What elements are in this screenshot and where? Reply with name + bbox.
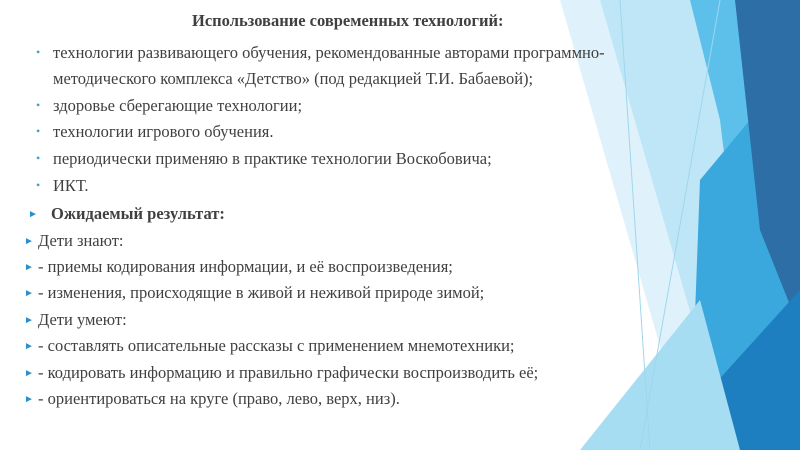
tech-bullet-1: технологии развивающего обучения, рекомендованные авторами программно- — [53, 43, 605, 62]
dot-bullet-icon: • — [36, 98, 41, 112]
slide-title: Использование современных технологий: — [192, 11, 504, 30]
tech-bullet-1-cont: методического комплекса «Детство» (под редакцией Т.И. Бабаевой); — [53, 69, 534, 88]
result-line-6: - кодировать информацию и правильно графически воспроизводить её; — [38, 363, 539, 382]
dot-bullet-icon: • — [36, 151, 41, 165]
expected-result-heading: Ожидаемый результат: — [51, 204, 225, 223]
tech-bullet-3: технологии игрового обучения. — [53, 122, 274, 141]
arrow-bullet-icon: ► — [24, 341, 34, 352]
result-line-4: Дети умеют: — [38, 310, 127, 329]
arrow-bullet-icon: ► — [24, 288, 34, 299]
dot-bullet-icon: • — [36, 178, 41, 192]
tech-bullet-4: периодически применяю в практике технологии Воскобовича; — [53, 149, 492, 168]
dot-bullet-icon: • — [36, 124, 41, 138]
arrow-bullet-icon: ► — [24, 262, 34, 273]
result-line-7: - ориентироваться на круге (право, лево, верх, низ). — [38, 389, 400, 408]
arrow-bullet-icon: ► — [24, 368, 34, 379]
result-line-3: - изменения, происходящие в живой и неживой природе зимой; — [38, 283, 485, 302]
arrow-bullet-icon: ► — [24, 394, 34, 405]
dot-bullet-icon: • — [36, 45, 41, 59]
tech-bullet-2: здоровье сберегающие технологии; — [53, 96, 303, 115]
arrow-bullet-icon: ► — [24, 236, 34, 247]
arrow-bullet-icon: ► — [28, 209, 38, 220]
result-line-5: - составлять описательные рассказы с применением мнемотехники; — [38, 336, 515, 355]
result-line-2: - приемы кодирования информации, и её воспроизведения; — [38, 257, 453, 276]
tech-bullet-5: ИКТ. — [53, 176, 89, 195]
result-line-1: Дети знают: — [38, 231, 124, 250]
arrow-bullet-icon: ► — [24, 315, 34, 326]
